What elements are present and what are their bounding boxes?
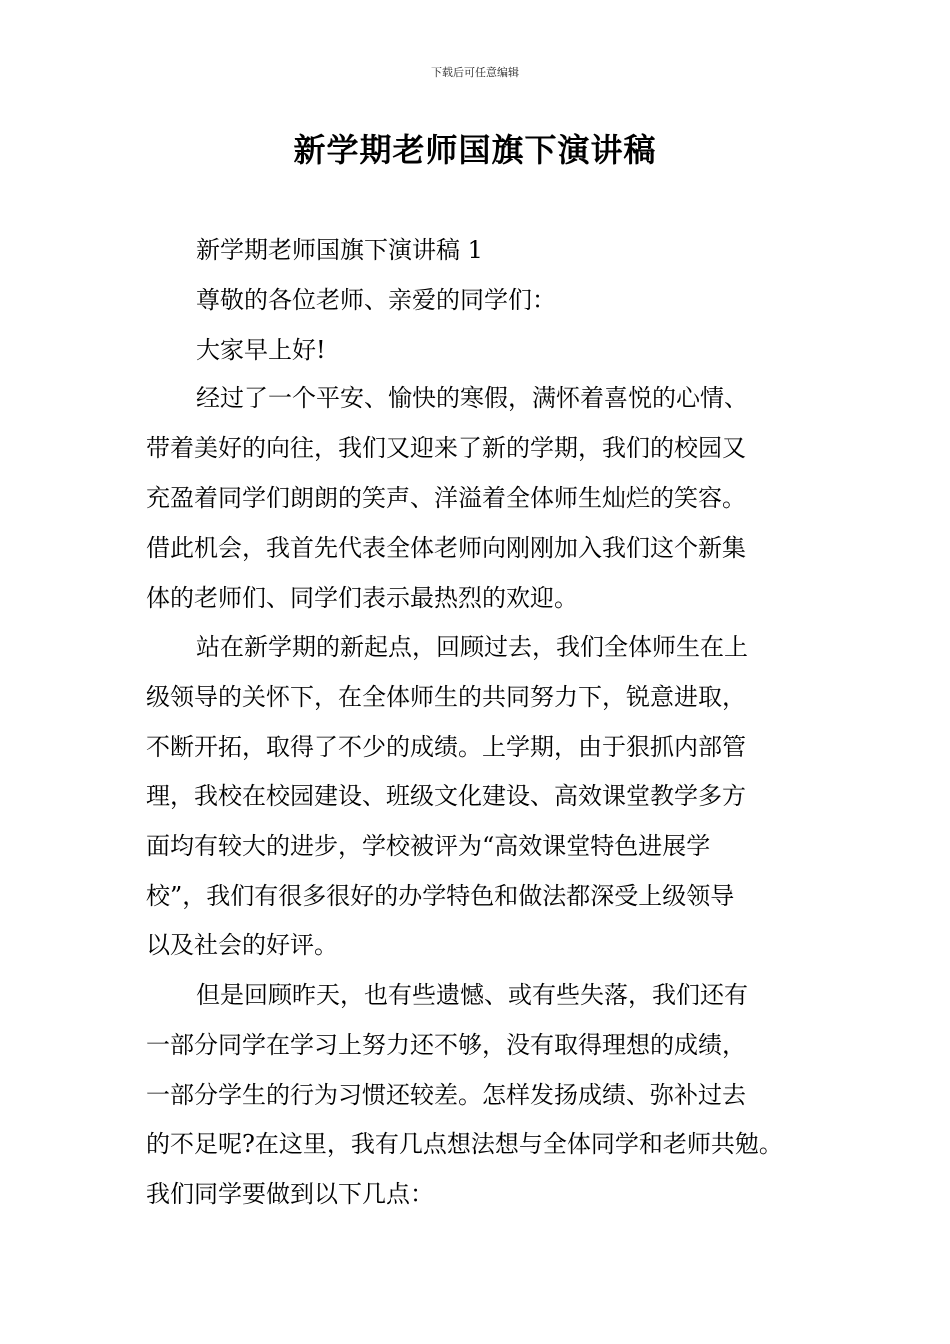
paragraph-2-line-3: 不断开拓，取得了不少的成绩。上学期，由于狠抓内部管 [146, 733, 746, 761]
paragraph-1-line-4: 借此机会，我首先代表全体老师向刚刚加入我们这个新集 [146, 534, 746, 562]
paragraph-1-line-3: 充盈着同学们朗朗的笑声、洋溢着全体师生灿烂的笑容。 [146, 484, 746, 512]
paragraph-2-line-1: 站在新学期的新起点，回顾过去，我们全体师生在上 [196, 633, 748, 661]
paragraph-3-line-3: 一部分学生的行为习惯还较差。怎样发扬成绩、弥补过去 [146, 1081, 746, 1109]
paragraph-1-line-2: 带着美好的向往，我们又迎来了新的学期，我们的校园又 [146, 434, 746, 462]
paragraph-2-line-4: 理，我校在校园建设、班级文化建设、高效课堂教学多方 [146, 782, 746, 810]
subtitle-line: 新学期老师国旗下演讲稿 1 [196, 236, 483, 264]
greeting-line: 大家早上好! [196, 336, 326, 364]
paragraph-2-line-6: 校”，我们有很多很好的办学特色和做法都深受上级领导 [146, 882, 735, 910]
header-note: 下载后可任意编辑 [431, 66, 519, 79]
document-title: 新学期老师国旗下演讲稿 [293, 131, 657, 169]
paragraph-2-line-7: 以及社会的好评。 [146, 931, 338, 959]
paragraph-1-line-1: 经过了一个平安、愉快的寒假，满怀着喜悦的心情、 [196, 384, 748, 412]
paragraph-3-line-4: 的不足呢?在这里，我有几点想法想与全体同学和老师共勉。 [146, 1130, 783, 1158]
paragraph-3-line-5: 我们同学要做到以下几点： [146, 1180, 434, 1208]
paragraph-2-line-2: 级领导的关怀下，在全体师生的共同努力下，锐意进取， [146, 683, 746, 711]
paragraph-3-line-1: 但是回顾昨天，也有些遗憾、或有些失落，我们还有 [196, 981, 748, 1009]
paragraph-3-line-2: 一部分同学在学习上努力还不够，没有取得理想的成绩， [146, 1031, 746, 1059]
paragraph-2-line-5: 面均有较大的进步，学校被评为“高效课堂特色进展学 [146, 832, 711, 860]
paragraph-1-line-5: 体的老师们、同学们表示最热烈的欢迎。 [146, 584, 578, 612]
salutation-line: 尊敬的各位老师、亲爱的同学们： [196, 286, 556, 314]
